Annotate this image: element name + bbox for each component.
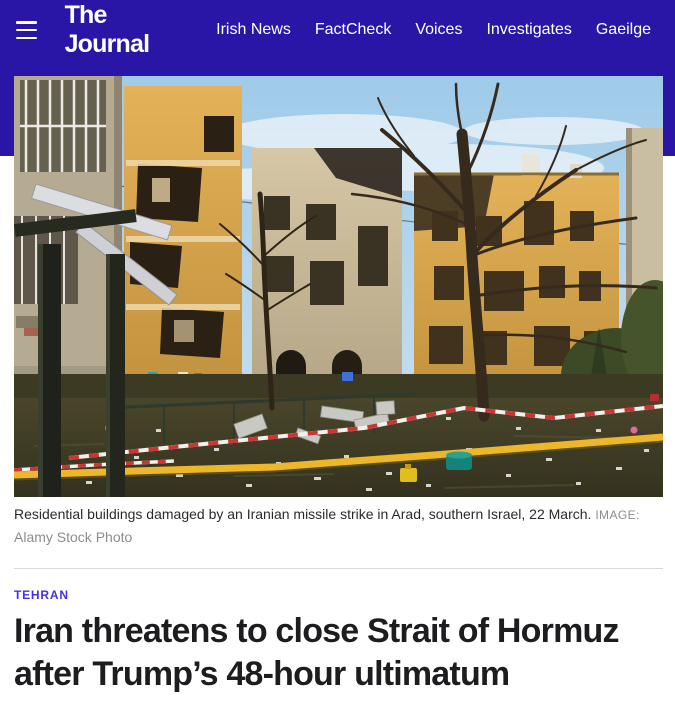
nav-voices[interactable]: Voices bbox=[415, 21, 463, 38]
hamburger-menu-icon[interactable] bbox=[16, 20, 40, 40]
hamburger-bar bbox=[16, 21, 37, 24]
nav-irish-news[interactable]: Irish News bbox=[216, 21, 291, 38]
article-image-illustration bbox=[14, 76, 663, 497]
nav-investigates[interactable]: Investigates bbox=[486, 21, 572, 38]
image-caption bbox=[14, 503, 663, 548]
nav-factcheck[interactable]: FactCheck bbox=[314, 21, 392, 38]
logo[interactable]: The Journal bbox=[64, 1, 150, 58]
section-tag[interactable]: TEHRAN bbox=[14, 588, 69, 602]
hamburger-bar bbox=[16, 29, 37, 32]
image-credit-label: IMAGE: bbox=[595, 508, 640, 522]
top-navigation bbox=[0, 0, 675, 60]
divider bbox=[14, 568, 663, 569]
caption-text: Residential buildings damaged by an Iranian missile strike in Arad, southern Israel, 22 March. bbox=[14, 506, 592, 522]
primary-nav bbox=[216, 21, 675, 39]
article-headline: Iran threatens to close Strait of Hormuz after Trump’s 48-hour ultimatum bbox=[14, 612, 619, 693]
hamburger-bar bbox=[16, 37, 37, 40]
nav-gaeilge[interactable]: Gaeilge bbox=[595, 21, 651, 38]
image-credit: Alamy Stock Photo bbox=[14, 529, 133, 545]
article-image bbox=[14, 76, 663, 497]
